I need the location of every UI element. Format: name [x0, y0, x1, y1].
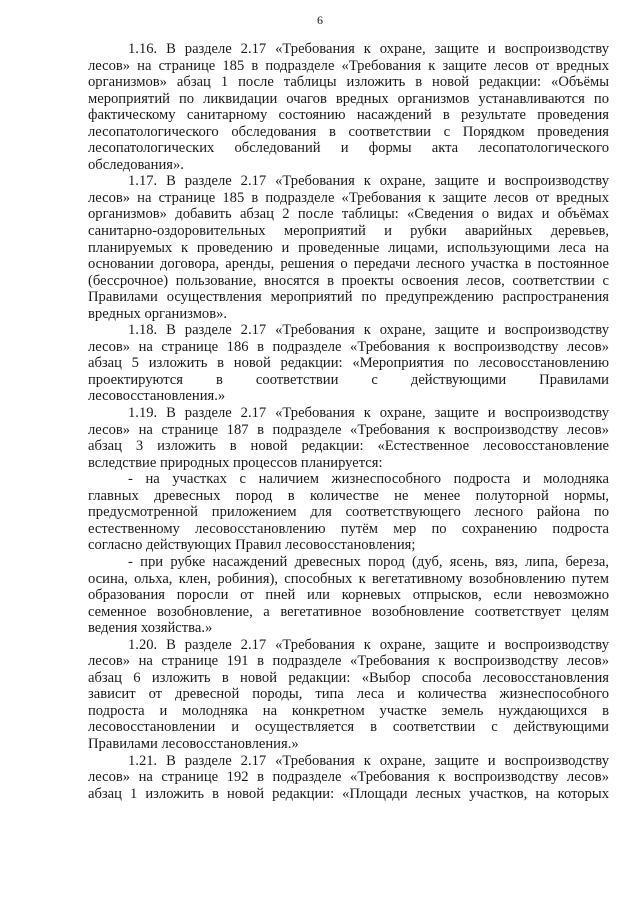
text-line: лесов» на странице 186 в подразделе «Требования к воспроизводству лесов» [88, 338, 609, 355]
text-line: Правилами лесовосстановления.» [88, 735, 299, 752]
text-line: вредных организмов». [88, 305, 228, 322]
text-line: 1.18. В разделе 2.17 «Требования к охране, защите и воспроизводству [128, 322, 609, 339]
text-line: проектируются в соответствии с действующими Правилами [88, 371, 609, 388]
text-line: абзац 5 изложить в новой редакции: «Мероприятия по лесовосстановлению [88, 355, 609, 372]
text-line: фактическому санитарному состоянию насаждений в результате проведения [88, 107, 609, 124]
text-line: лесов» на странице 191 в подразделе «Требования к воспроизводству лесов» [88, 653, 609, 670]
text-line: вследствие природных процессов планируется: [88, 454, 383, 471]
text-line: согласно действующих Правил лесовосстановления; [88, 537, 416, 554]
text-line: предусмотренной приложением для соответствующего лесного района по [88, 504, 609, 521]
text-line: лесов» на странице 187 в подразделе «Требования к воспроизводству лесов» [88, 421, 609, 438]
text-line: подроста и молодняка на конкретном участке земель нуждающихся в [88, 702, 609, 719]
text-line: 1.21. В разделе 2.17 «Требования к охране, защите и воспроизводству [128, 752, 609, 769]
text-line: абзац 3 изложить в новой редакции: «Естественное лесовосстановление [88, 438, 609, 455]
text-line: организмов» добавить абзац 2 после таблицы: «Сведения о видах и объёмах [88, 206, 609, 223]
text-line: 1.16. В разделе 2.17 «Требования к охране, защите и воспроизводству [128, 41, 609, 57]
text-line: естественному лесовосстановлению путём мер по сохранению подроста [88, 520, 609, 537]
text-line: образования поросли от пней или корневых отпрысков, если невозможно [88, 587, 609, 604]
text-line: осина, ольха, клен, робиния), способных к вегетативному возобновлению путем [88, 570, 609, 587]
text-line: обследования». [88, 156, 184, 173]
text-line: лесов» на странице 185 в подразделе «Требования к защите лесов от вредных [88, 189, 609, 206]
text-line: - на участках с наличием жизнеспособного подроста и молодняка [128, 471, 609, 488]
document-body [88, 41, 609, 802]
text-line: основании договора, аренды, решения о передачи лесного участка в постоянное [88, 256, 609, 273]
text-line: планируемых к проведению и проведенные лицами, использующими леса на [88, 239, 609, 256]
text-line: абзац 1 изложить в новой редакции: «Площади лесных участков, на которых [88, 785, 609, 802]
text-line: зависит от древесной породы, типа леса и количества жизнеспособного [88, 686, 609, 703]
text-line: лесовосстановлении и осуществляется в соответствии с действующими [88, 719, 609, 736]
text-line: Правилами осуществления мероприятий по предупреждению распространения [88, 289, 609, 306]
text-line: санитарно-оздоровительных мероприятий и рубки аварийных деревьев, [88, 223, 609, 240]
text-line: главных древесных пород в количестве не менее полуторной нормы, [88, 487, 609, 504]
text-line: организмов» абзац 1 после таблицы изложить в новой редакции: «Объёмы [88, 74, 609, 91]
text-line: (бессрочное) пользование, вносятся в проекты освоения лесов, соответствии с [88, 272, 609, 289]
page-number: 6 [317, 13, 323, 27]
text-line: лесов» на странице 185 в подразделе «Требования к защите лесов от вредных [88, 57, 609, 74]
text-line: абзац 6 изложить в новой редакции: «Выбор способа лесовосстановления [88, 669, 609, 686]
text-line: лесопатологических обследований и формы акта лесопатологического [88, 140, 609, 157]
text-line: 1.19. В разделе 2.17 «Требования к охране, защите и воспроизводству [128, 405, 609, 422]
text-line: - при рубке насаждений древесных пород (дуб, ясень, вяз, липа, береза, [128, 553, 609, 570]
text-line: семенное возобновление, а вегетативное возобновление соответствует целям [88, 603, 609, 620]
text-line: мероприятий по ликвидации очагов вредных организмов устанавливаются по [88, 90, 609, 107]
text-line: лесовосстановления.» [88, 388, 226, 405]
text-line: 1.17. В разделе 2.17 «Требования к охране, защите и воспроизводству [128, 173, 609, 190]
text-line: лесопатологического обследования в соответствии с Порядком проведения [88, 123, 609, 140]
text-line: ведения хозяйства.» [88, 620, 213, 637]
text-line: 1.20. В разделе 2.17 «Требования к охране, защите и воспроизводству [128, 636, 609, 653]
text-line: лесов» на странице 192 в подразделе «Требования к воспроизводству лесов» [88, 769, 609, 786]
